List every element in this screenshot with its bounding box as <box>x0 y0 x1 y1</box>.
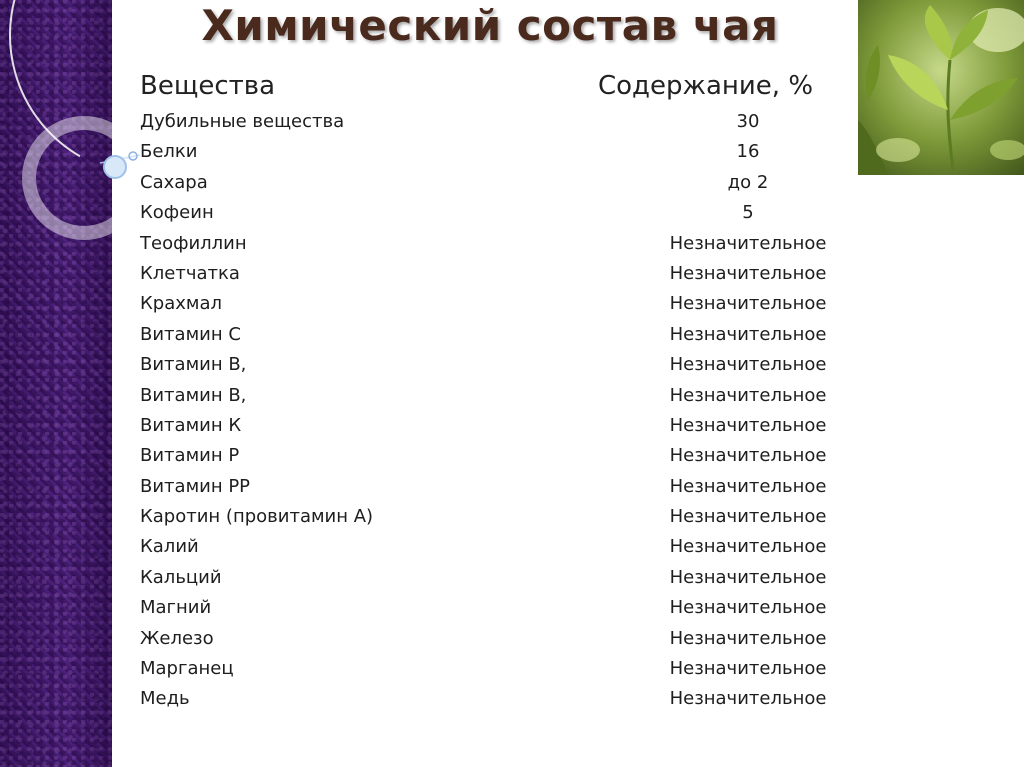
content-value: Незначительное <box>669 354 827 376</box>
substance-name: Витамин К <box>140 414 242 436</box>
table-row <box>140 654 860 684</box>
substance-name: Магний <box>140 597 212 619</box>
content-value: 5 <box>742 202 754 224</box>
content-value: Незначительное <box>669 658 827 680</box>
table-row <box>140 168 860 198</box>
substance-name: Сахара <box>140 171 208 193</box>
table-row <box>140 198 860 228</box>
table-row <box>140 502 860 532</box>
table-row <box>140 229 860 259</box>
substance-name: Витамин С <box>140 323 241 345</box>
substance-name: Клетчатка <box>140 262 240 284</box>
content-value: Незначительное <box>669 597 827 619</box>
table-row <box>140 259 860 289</box>
content-value: Незначительное <box>669 384 827 406</box>
substance-name: Медь <box>140 688 190 710</box>
substance-name: Кальций <box>140 566 222 588</box>
bubble-icon <box>104 156 126 178</box>
substance-name: Кофеин <box>140 202 214 224</box>
substance-name: Витамин РР <box>140 475 251 497</box>
table-row <box>140 350 860 380</box>
content-value: Незначительное <box>669 232 827 254</box>
content-value: Незначительное <box>669 323 827 345</box>
table-row <box>140 563 860 593</box>
table-row <box>140 289 860 319</box>
substance-name: Белки <box>140 141 198 163</box>
substance-name: Каротин (провитамин А) <box>140 506 374 528</box>
substance-name: Витамин В, <box>140 384 247 406</box>
content-value: Незначительное <box>669 445 827 467</box>
table-row <box>140 472 860 502</box>
content-value: Незначительное <box>669 536 827 558</box>
substance-name: Калий <box>140 536 199 558</box>
table-row <box>140 532 860 562</box>
table-row <box>140 624 860 654</box>
substance-name: Крахмал <box>140 293 223 315</box>
substance-name: Теофиллин <box>140 232 247 254</box>
substance-name: Витамин В, <box>140 354 247 376</box>
column-header-substance: Вещества <box>140 71 276 101</box>
content-value: до 2 <box>727 171 769 193</box>
content-value: Незначительное <box>669 293 827 315</box>
content-value: Незначительное <box>669 506 827 528</box>
table-row <box>140 684 860 714</box>
content-value: 16 <box>736 141 760 163</box>
table-row <box>140 381 860 411</box>
table-row <box>140 411 860 441</box>
content-value: Незначительное <box>669 566 827 588</box>
substance-name: Железо <box>140 627 214 649</box>
content-value: 30 <box>736 111 760 132</box>
substance-name: Витамин Р <box>140 445 240 467</box>
substance-name: Марганец <box>140 658 234 680</box>
table-row <box>140 441 860 471</box>
substance-name: Дубильные вещества <box>140 111 345 132</box>
table-row <box>140 107 860 137</box>
page-title: Химический состав чая <box>201 1 779 50</box>
table-row <box>140 320 860 350</box>
column-header-content: Содержание, % <box>598 71 814 101</box>
composition-table <box>140 107 860 715</box>
table-row <box>140 593 860 623</box>
table-row <box>140 137 860 167</box>
tea-leaves-photo <box>858 0 1024 175</box>
content-value: Незначительное <box>669 262 827 284</box>
content-value: Незначительное <box>669 414 827 436</box>
content-value: Незначительное <box>669 475 827 497</box>
content-value: Незначительное <box>669 688 827 710</box>
content-value: Незначительное <box>669 627 827 649</box>
